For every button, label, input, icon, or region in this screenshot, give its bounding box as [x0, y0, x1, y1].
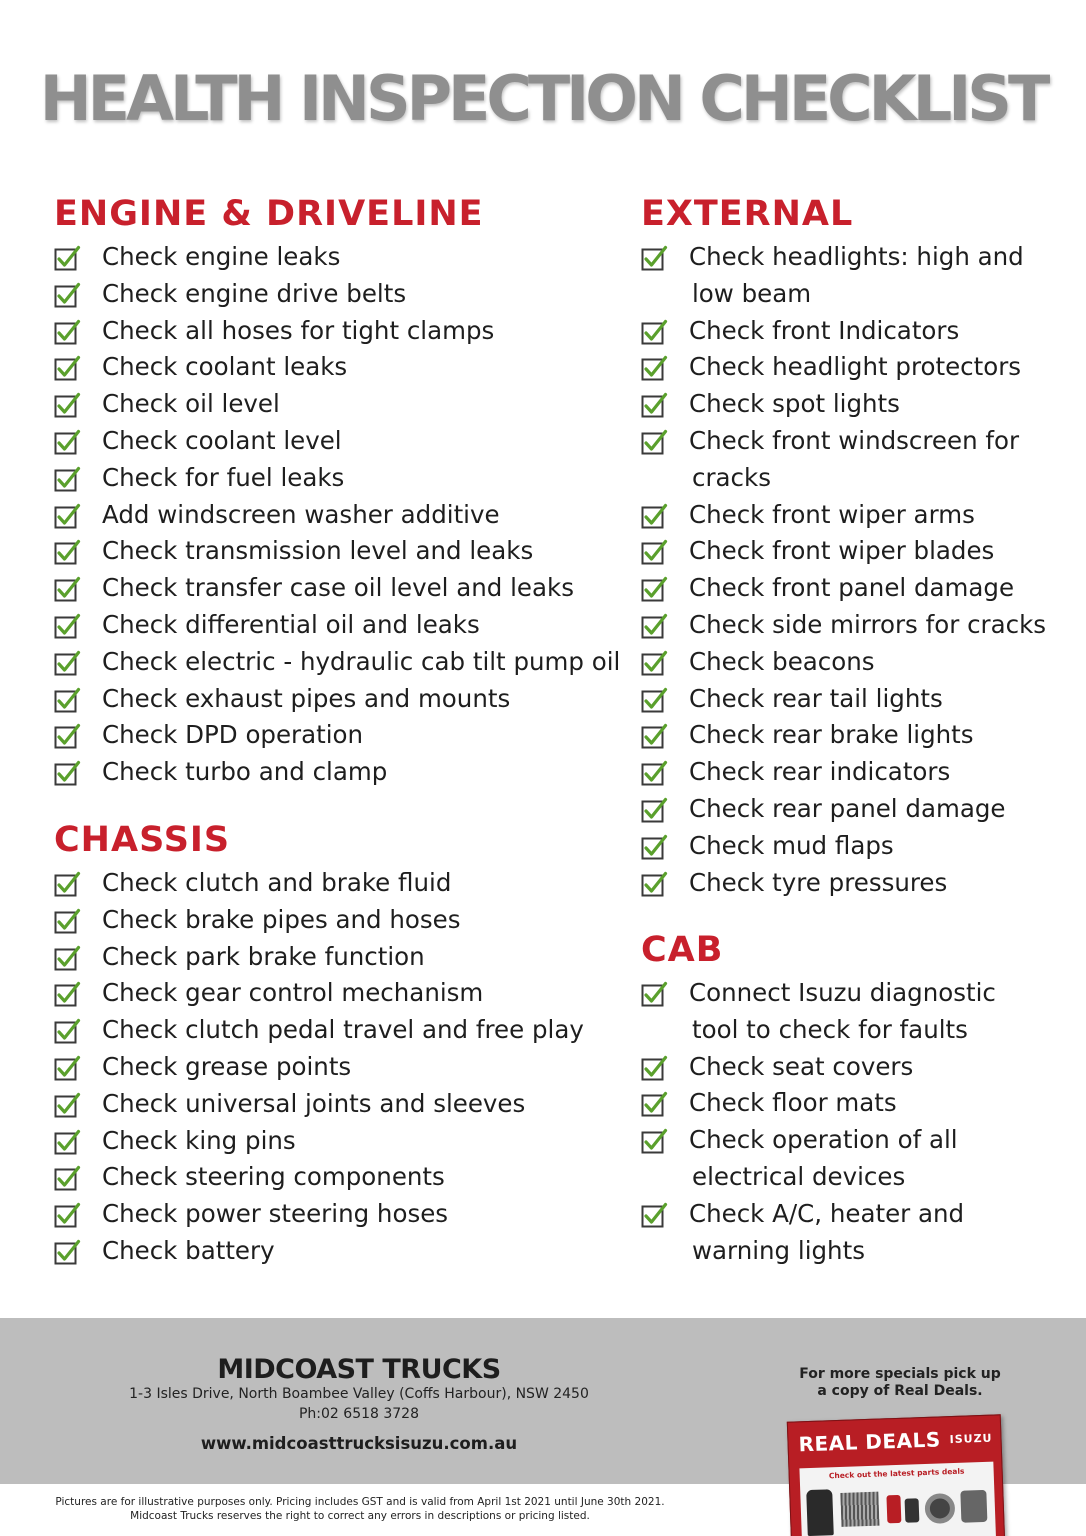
- checklist-item-label: Check front wiper blades: [689, 536, 995, 566]
- checklist-item-label: Check universal joints and sleeves: [102, 1088, 526, 1118]
- checked-box-icon: [641, 613, 668, 640]
- checklist-item-label: Check coolant level: [102, 425, 342, 455]
- checklist-item-label-continued: electrical devices: [692, 1161, 906, 1191]
- checked-box-icon: [54, 355, 81, 382]
- checked-box-icon: [54, 392, 81, 419]
- checked-box-icon: [54, 576, 81, 603]
- checklist-item-label: Check all hoses for tight clamps: [102, 315, 495, 345]
- checklist-item: [54, 570, 620, 607]
- seat-image: [806, 1489, 834, 1536]
- checklist-item-label: Connect Isuzu diagnostic: [689, 978, 996, 1007]
- checklist-item-label: Check transfer case oil level and leaks: [102, 573, 574, 603]
- checklist-item: [641, 386, 1046, 423]
- checked-box-icon: [641, 355, 668, 382]
- checked-box-icon: [641, 1055, 668, 1082]
- checked-box-icon: [54, 650, 81, 677]
- checked-box-icon: [641, 871, 668, 898]
- checklist-item-label: Check seat covers: [689, 1051, 914, 1081]
- checklist-item: [641, 717, 1046, 754]
- checked-box-icon: [641, 797, 668, 824]
- checked-box-icon: [54, 723, 81, 750]
- checklist-item: [641, 791, 1046, 828]
- checklist-item-label: Check rear panel damage: [689, 793, 1006, 823]
- external-checklist: [641, 239, 1046, 901]
- checked-box-icon: [54, 245, 81, 272]
- checklist-item-label: Check power steering hoses: [102, 1199, 449, 1229]
- checklist-item-label: Add windscreen washer additive: [102, 499, 500, 529]
- checklist-item-label: Check front wiper arms: [689, 499, 975, 529]
- cab-checklist: [641, 975, 996, 1269]
- checklist-item: [54, 276, 620, 313]
- checklist-item: [54, 865, 584, 902]
- checked-box-icon: [54, 687, 81, 714]
- checked-box-icon: [54, 1055, 81, 1082]
- checklist-item-label: Check for fuel leaks: [102, 462, 345, 492]
- checked-box-icon: [54, 539, 81, 566]
- cab-heading: CAB: [641, 930, 724, 970]
- checked-box-icon: [54, 871, 81, 898]
- checked-box-icon: [54, 613, 81, 640]
- checklist-item-label: Check electric - hydraulic cab tilt pump oil: [102, 646, 621, 676]
- promo-line-1: For more specials pick up: [799, 1366, 1001, 1382]
- checked-box-icon: [54, 908, 81, 935]
- checklist-item-label: Check front windscreen for: [689, 425, 1020, 455]
- checked-box-icon: [641, 245, 668, 272]
- checked-box-icon: [641, 981, 668, 1008]
- checked-box-icon: [54, 282, 81, 309]
- checklist-item: [641, 1049, 996, 1086]
- checked-box-icon: [54, 945, 81, 972]
- real-deals-catalogue: [787, 1414, 1005, 1536]
- company-name: MIDCOAST TRUCKS: [217, 1354, 501, 1385]
- checklist-item: [641, 1196, 996, 1270]
- checklist-item: [641, 349, 1046, 386]
- checklist-item-label-continued: low beam: [692, 278, 812, 308]
- checklist-item-label: Check clutch pedal travel and free play: [102, 1015, 584, 1045]
- checklist-item: [54, 1012, 584, 1049]
- disclaimer-line-2: Midcoast Trucks reserves the right to correct any errors in descriptions or pricing listed.: [130, 1510, 590, 1522]
- company-phone: Ph:02 6518 3728: [298, 1406, 419, 1422]
- checklist-item-label-continued: cracks: [692, 462, 771, 492]
- engine-heading: ENGINE & DRIVELINE: [54, 194, 484, 234]
- checklist-item: [641, 497, 1046, 534]
- company-website[interactable]: www.midcoasttrucksisuzu.com.au: [200, 1434, 518, 1453]
- checklist-item-label: Check exhaust pipes and mounts: [102, 683, 511, 713]
- wheel-image: [924, 1493, 955, 1524]
- company-address: 1-3 Isles Drive, North Boambee Valley (Coffs Harbour), NSW 2450: [129, 1386, 589, 1402]
- checked-box-icon: [54, 1165, 81, 1192]
- checked-box-icon: [54, 429, 81, 456]
- checklist-item-label: Check king pins: [102, 1125, 296, 1155]
- checklist-item-label: Check gear control mechanism: [102, 978, 484, 1008]
- parts-image: [960, 1490, 987, 1523]
- isuzu-logo: ISUZU: [949, 1431, 993, 1447]
- checklist-item: [641, 313, 1046, 350]
- checklist-item-label: Check front Indicators: [689, 315, 960, 345]
- checklist-item: [54, 460, 620, 497]
- checklist-item: [54, 902, 584, 939]
- checked-box-icon: [641, 392, 668, 419]
- checked-box-icon: [641, 834, 668, 861]
- checklist-item: [641, 533, 1046, 570]
- checklist-item-label: Check tyre pressures: [689, 867, 948, 897]
- filter-image: [886, 1495, 901, 1523]
- checked-box-icon: [641, 760, 668, 787]
- checklist-item: [54, 349, 620, 386]
- checklist-item: [641, 1085, 996, 1122]
- checked-box-icon: [641, 1128, 668, 1155]
- checklist-item-label: Check engine leaks: [102, 242, 341, 271]
- checked-box-icon: [641, 687, 668, 714]
- checked-box-icon: [641, 650, 668, 677]
- checklist-item: [54, 533, 620, 570]
- checked-box-icon: [54, 1018, 81, 1045]
- checklist-item-label: Check park brake function: [102, 941, 425, 971]
- checklist-item: [54, 239, 620, 276]
- checklist-item-label: Check coolant leaks: [102, 352, 348, 382]
- checked-box-icon: [641, 576, 668, 603]
- promo-line-2: a copy of Real Deals.: [817, 1383, 983, 1399]
- checklist-item: [54, 754, 620, 791]
- checklist-item-label: Check rear brake lights: [689, 720, 974, 750]
- checked-box-icon: [54, 503, 81, 530]
- checklist-item-label: Check headlight protectors: [689, 352, 1022, 382]
- catalogue-cover-panel: [799, 1462, 996, 1536]
- checklist-item-label: Check side mirrors for cracks: [689, 609, 1047, 639]
- chassis-checklist: [54, 865, 584, 1270]
- checklist-item-label: Check differential oil and leaks: [102, 609, 480, 639]
- radiator-image: [840, 1492, 879, 1527]
- checklist-item: [54, 975, 584, 1012]
- checklist-item-label: Check brake pipes and hoses: [102, 904, 461, 934]
- checklist-item-label-continued: warning lights: [692, 1235, 865, 1265]
- checklist-item: [641, 570, 1046, 607]
- checklist-item-label: Check battery: [102, 1235, 275, 1265]
- checklist-item-label: Check operation of all: [689, 1125, 958, 1155]
- checklist-item-label: Check spot lights: [689, 389, 900, 419]
- checklist-item: [54, 313, 620, 350]
- checked-box-icon: [641, 723, 668, 750]
- checklist-item-label: Check headlights: high and: [689, 242, 1024, 271]
- checklist-item: [54, 644, 620, 681]
- checklist-item-label: Check mud flaps: [689, 830, 894, 860]
- checklist-item: [641, 975, 996, 1049]
- external-heading: EXTERNAL: [641, 194, 854, 234]
- checklist-item-label: Check turbo and clamp: [102, 757, 388, 787]
- checklist-item: [54, 681, 620, 718]
- checklist-item: [54, 607, 620, 644]
- checklist-item-label: Check steering components: [102, 1162, 445, 1192]
- page-title: HEALTH INSPECTION CHECKLIST: [39, 62, 1047, 135]
- checklist-item: [641, 607, 1046, 644]
- checklist-item: [641, 754, 1046, 791]
- promo-text: [780, 1366, 1020, 1400]
- checklist-item: [54, 386, 620, 423]
- checked-box-icon: [54, 1239, 81, 1266]
- checklist-item: [54, 939, 584, 976]
- checked-box-icon: [641, 539, 668, 566]
- chassis-heading: CHASSIS: [54, 820, 231, 860]
- checklist-item-label: Check beacons: [689, 646, 875, 676]
- checklist-item: [54, 423, 620, 460]
- checklist-item-label: Check rear indicators: [689, 757, 951, 787]
- checklist-item: [54, 1233, 584, 1270]
- checklist-item-label: Check A/C, heater and: [689, 1198, 965, 1228]
- checklist-item: [641, 423, 1046, 497]
- checked-box-icon: [641, 429, 668, 456]
- checked-box-icon: [54, 1092, 81, 1119]
- checklist-item-label-continued: tool to check for faults: [692, 1014, 968, 1044]
- checklist-item-label: Check oil level: [102, 389, 280, 419]
- checklist-item: [641, 644, 1046, 681]
- catalogue-subtitle: Check out the latest parts deals: [828, 1466, 965, 1481]
- checked-box-icon: [54, 1129, 81, 1156]
- disclaimer: [0, 1495, 720, 1523]
- checklist-item: [641, 239, 1046, 313]
- checklist-item: [54, 497, 620, 534]
- checklist-item-label: Check DPD operation: [102, 720, 364, 750]
- checklist-item: [54, 717, 620, 754]
- catalogue-title: REAL DEALS: [798, 1427, 942, 1457]
- checklist-item: [641, 1122, 996, 1196]
- checked-box-icon: [641, 319, 668, 346]
- checklist-item-label: Check engine drive belts: [102, 278, 407, 308]
- checklist-item-label: Check clutch and brake fluid: [102, 868, 452, 897]
- disclaimer-line-1: Pictures are for illustrative purposes only. Pricing includes GST and is valid from April 1st 2021 until June 30th 2021.: [55, 1496, 665, 1508]
- checklist-item-label: Check transmission level and leaks: [102, 536, 534, 566]
- checklist-item: [641, 681, 1046, 718]
- checked-box-icon: [54, 1202, 81, 1229]
- checked-box-icon: [641, 503, 668, 530]
- checked-box-icon: [641, 1091, 668, 1118]
- checklist-item: [54, 1123, 584, 1160]
- checklist-item-label: Check rear tail lights: [689, 683, 943, 713]
- checklist-item: [54, 1196, 584, 1233]
- checked-box-icon: [641, 1202, 668, 1229]
- checked-box-icon: [54, 466, 81, 493]
- filter-image-2: [905, 1498, 920, 1522]
- checklist-item-label: Check front panel damage: [689, 573, 1015, 603]
- checklist-item: [641, 828, 1046, 865]
- checklist-item-label: Check grease points: [102, 1051, 352, 1081]
- checklist-item: [54, 1049, 584, 1086]
- checked-box-icon: [54, 319, 81, 346]
- checked-box-icon: [54, 760, 81, 787]
- engine-checklist: [54, 239, 620, 791]
- checked-box-icon: [54, 981, 81, 1008]
- checklist-item: [54, 1159, 584, 1196]
- checklist-item-label: Check floor mats: [689, 1088, 897, 1118]
- checklist-item: [54, 1086, 584, 1123]
- checklist-item: [641, 865, 1046, 902]
